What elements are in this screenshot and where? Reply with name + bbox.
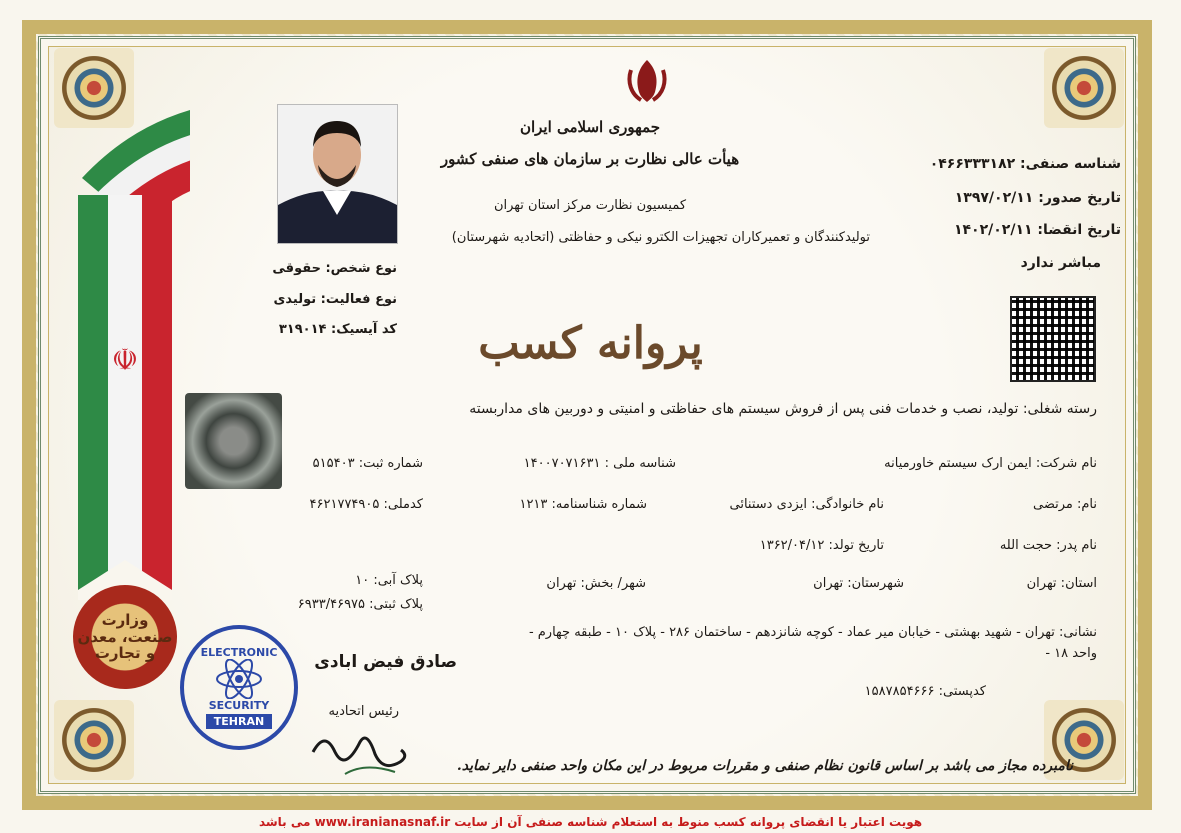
- company-name: نام شرکت: ایمن ارک سیستم خاورمیانه: [884, 456, 1097, 471]
- signer-name: صادق فیض ابادی: [314, 652, 457, 672]
- document-title: پروانه کسب: [478, 318, 703, 369]
- emblem-icon: [627, 58, 667, 104]
- national-id: شناسه ملی : ۱۴۰۰۷۰۷۱۶۳۱: [523, 456, 676, 471]
- commission-title: کمیسیون نظارت مرکز استان تهران: [493, 198, 687, 213]
- ministry-seal-line-3: و تجارت: [94, 644, 156, 663]
- isic-code: کد آیسیک: ۳۱۹۰۱۴: [278, 322, 397, 337]
- address-line-2: واحد ۱۸ -: [1045, 646, 1097, 661]
- business-line: رسته شغلی: تولید، نصب و خدمات فنی پس از فروش سیستم های حفاظتی و امنیتی و دوربین های مداربسته: [469, 401, 1097, 417]
- signer-role: رئیس اتحادیه: [328, 704, 399, 719]
- union-title: تولیدکنندگان و تعمیرکاران تجهیزات الکترو نیکی و حفاظتی (اتحادیه شهرستان): [451, 230, 870, 245]
- expiry-date: تاریخ انقضا: ۱۴۰۲/۰۲/۱۱: [953, 222, 1121, 238]
- guild-id: شناسه صنفی: ۰۴۶۶۳۳۳۱۸۲: [929, 156, 1121, 172]
- republic-title: جمهوری اسلامی ایران: [519, 118, 661, 136]
- person-type: نوع شخص: حقوقی: [272, 261, 397, 276]
- atom-icon: [214, 659, 264, 699]
- issue-date: تاریخ صدور: ۱۳۹۷/۰۲/۱۱: [954, 190, 1121, 206]
- corner-ornament-bottom-left: [54, 700, 134, 780]
- union-stamp: [180, 625, 298, 750]
- svg-text:☫: ☫: [111, 343, 139, 378]
- ministry-seal-line-1: وزارت: [101, 611, 149, 630]
- registration-no: شماره ثبت: ۵۱۵۴۰۳: [312, 456, 423, 471]
- city: شهر/ بخش: تهران: [546, 576, 646, 591]
- permit-notice: نامبرده مجاز می باشد بر اساس قانون نظام صنفی و مقررات مربوط در این مکان واحد صنفی دایر نماید.: [456, 758, 1073, 774]
- province: استان: تهران: [1026, 576, 1097, 591]
- corner-ornament-top-right: [1044, 48, 1124, 128]
- address-line-1: نشانی: تهران - شهید بهشتی - خیابان میر عماد - کوچه شانزدهم - ساختمان ۲۸۶ - پلاک ۱۰ - طبقه چهارم -: [528, 625, 1097, 640]
- ministry-seal: [73, 585, 177, 689]
- ministry-seal-line-2: صنعت، معدن: [77, 627, 173, 646]
- registration-plate: پلاک ثبتی: ۶۹۳۳/۴۶۹۷۵: [297, 597, 423, 612]
- birth-date: تاریخ تولد: ۱۳۶۲/۰۴/۱۲: [759, 538, 884, 553]
- postal-code: کدپستی: ۱۵۸۷۸۵۴۶۶۶: [864, 684, 986, 699]
- council-title: هیأت عالی نظارت بر سازمان های صنفی کشور: [440, 150, 740, 168]
- last-name: نام خانوادگی: ایزدی دستنائی: [729, 497, 884, 512]
- hologram-sticker: [185, 393, 282, 489]
- first-name: نام: مرتضی: [1032, 497, 1097, 512]
- manager-status: مباشر ندارد: [1020, 255, 1101, 271]
- father-name: نام پدر: حجت الله: [999, 538, 1097, 553]
- id-number: شماره شناسنامه: ۱۲۱۳: [519, 497, 647, 512]
- union-stamp-top: ELECTRONIC: [200, 646, 278, 659]
- union-stamp-bottom: TEHRAN: [206, 714, 272, 729]
- footer-verification-note: هویت اعتبار یا انقضای پروانه کسب منوط به استعلام شناسه صنفی آن از سایت www.iranianasnaf.ir می باشد: [258, 815, 923, 829]
- water-plate: پلاک آبی: ۱۰: [355, 573, 423, 588]
- signature-mark: [305, 722, 415, 782]
- national-code: کدملی: ۴۶۲۱۷۷۴۹۰۵: [309, 497, 423, 512]
- person-photo: [277, 104, 398, 244]
- union-stamp-right: SECURITY: [208, 699, 270, 712]
- county: شهرستان: تهران: [813, 576, 904, 591]
- activity-type: نوع فعالیت: تولیدی: [273, 292, 397, 307]
